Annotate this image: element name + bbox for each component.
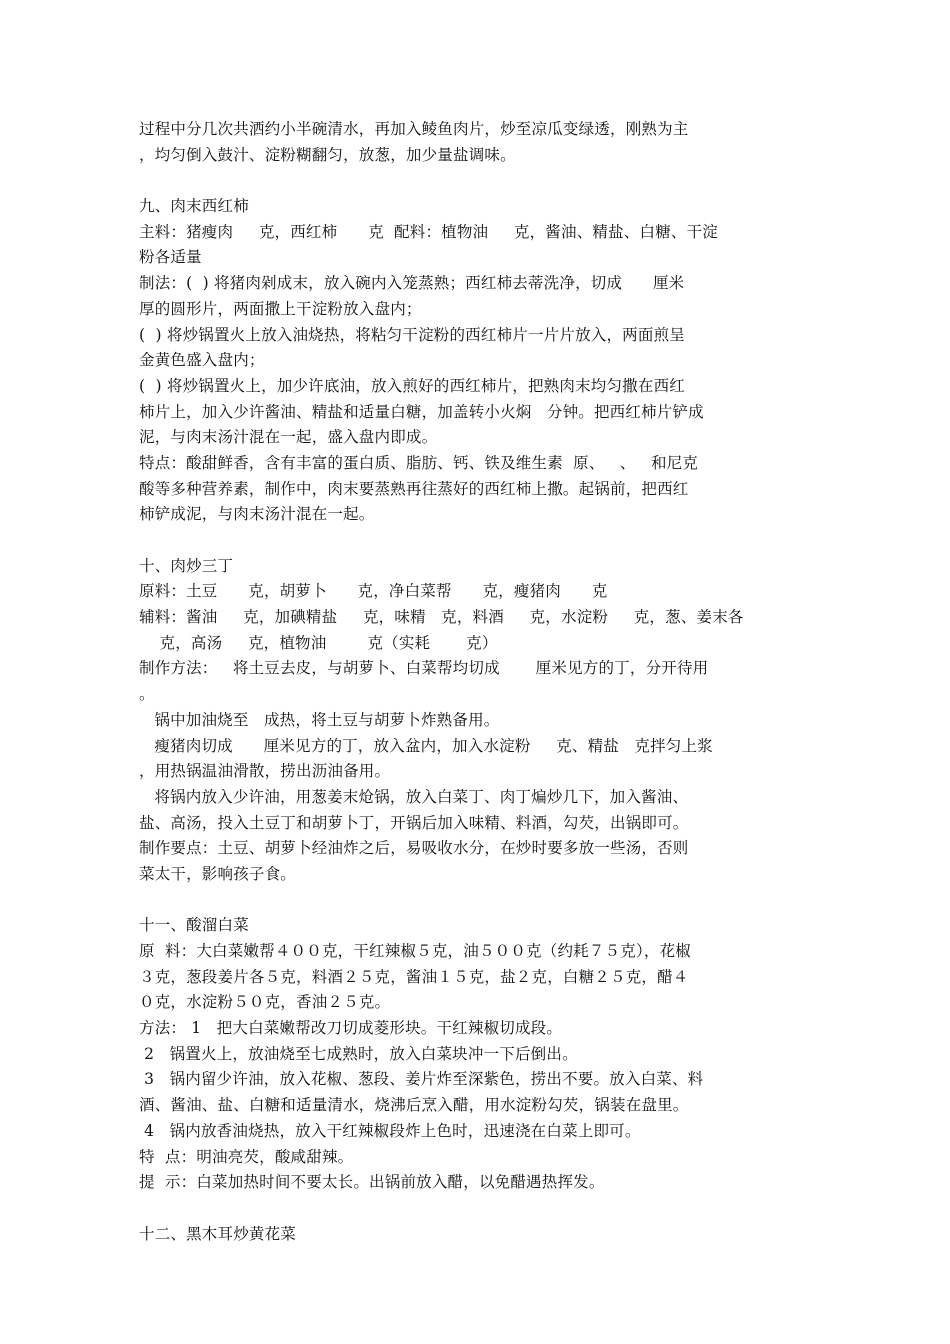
text-line: ( ) 将炒锅置火上，加少许底油，放入煎好的西红柿片，把熟肉末均匀撒在西红 <box>139 376 685 395</box>
text-line: 3 锅内留少许油，放入花椒、葱段、姜片炸至深紫色，捞出不要。放入白菜、料 <box>139 1070 704 1089</box>
text-line: 柿铲成泥，与肉末汤汁混在一起。 <box>139 505 375 524</box>
recipe-section-9 <box>139 194 819 528</box>
text-line: 主料：猪瘦肉 克，西红柿 克 配料：植物油 克，酱油、精盐、白糖、干淀 <box>139 222 718 241</box>
text-line: 锅中加油烧至 成热，将土豆与胡萝卜炸熟备用。 <box>139 710 500 729</box>
text-line: 柿片上，加入少许酱油、精盐和适量白糖，加盖转小火焖 分钟。把西红柿片铲成 <box>139 402 704 421</box>
text-line: ，均匀倒入鼓汁、淀粉糊翻匀，放葱，加少量盐调味。 <box>139 145 516 164</box>
text-line: 方法： 1 把大白菜嫩帮改刀切成菱形块。干红辣椒切成段。 <box>139 1019 563 1038</box>
section-heading: 九、肉末西红柿 <box>139 197 249 216</box>
text-line: 瘦猪肉切成 厘米见方的丁，放入盆内，加入水淀粉 克、精盐 克拌匀上浆 <box>139 736 713 755</box>
text-line: 特 点：明油亮芡，酸咸甜辣。 <box>139 1147 354 1166</box>
text-line: 辅料：酱油 克，加碘精盐 克，味精 克，料酒 克，水淀粉 克，葱、姜末各 <box>139 608 744 627</box>
text-line: 泥，与肉末汤汁混在一起，盛入盘内即成。 <box>139 428 438 447</box>
text-line: 厚的圆形片，两面撒上干淀粉放入盘内； <box>139 299 422 318</box>
text-line: 4 锅内放香油烧热，放入干红辣椒段炸上色时，迅速浇在白菜上即可。 <box>139 1121 641 1140</box>
text-line: ，用热锅温油滑散，捞出沥油备用。 <box>139 762 391 781</box>
section-heading: 十一、酸溜白菜 <box>139 916 249 935</box>
text-line: 过程中分几次共洒约小半碗清水，再加入鲮鱼肉片，炒至凉瓜变绿透，刚熟为主 <box>139 120 689 138</box>
text-line: 制作方法： 将土豆去皮，与胡萝卜、白菜帮均切成 厘米见方的丁，分开待用 <box>139 659 709 678</box>
text-line: ３克，葱段姜片各５克，料酒２５克，酱油１５克，盐２克，白糖２５克，醋４ <box>139 967 689 986</box>
text-line: 菜太干，影响孩子食。 <box>139 864 297 883</box>
recipe-section-12 <box>139 1222 819 1248</box>
text-line: 2 锅置火上，放油烧至七成熟时，放入白菜块冲一下后倒出。 <box>139 1044 578 1063</box>
text-line: 特点：酸甜鲜香，含有丰富的蛋白质、脂肪、钙、铁及维生素 原、 、 和尼克 <box>139 453 699 472</box>
text-line: 酸等多种营养素，制作中，肉末要蒸熟再往蒸好的西红柿上撒。起锅前，把西红 <box>139 479 689 498</box>
text-line: ( ) 将炒锅置火上放入油烧热，将粘匀干淀粉的西红柿片一片片放入，两面煎呈 <box>139 325 685 344</box>
text-line: 金黄色盛入盘内； <box>139 351 265 370</box>
spacer <box>139 888 819 914</box>
spacer <box>139 1196 819 1222</box>
spacer <box>139 528 819 554</box>
document-page <box>139 117 819 1247</box>
text-line: 将锅内放入少许油，用葱姜末炝锅，放入白菜丁、肉丁煸炒几下，加入酱油、 <box>139 787 689 806</box>
spacer <box>139 168 819 194</box>
text-line: 酒、酱油、盐、白糖和适量清水，烧沸后烹入醋，用水淀粉勾芡，锅装在盘里。 <box>139 1096 689 1115</box>
text-line: 。 <box>139 685 155 704</box>
text-line: 制作要点：土豆、胡萝卜经油炸之后，易吸收水分，在炒时要多放一些汤，否则 <box>139 839 689 858</box>
text-line: 原 料：大白菜嫩帮４００克，干红辣椒５克，油５００克（约耗７５克），花椒 <box>139 942 692 960</box>
text-line: 粉各适量 <box>139 248 202 267</box>
text-line: ０克，水淀粉５０克，香油２５克。 <box>139 993 391 1012</box>
section-heading: 十、肉炒三丁 <box>139 556 234 575</box>
intro-paragraph <box>139 117 819 168</box>
text-line: 制法：( ) 将猪肉剁成末，放入碗内入笼蒸熟；西红柿去蒂洗净，切成 厘米 <box>139 274 685 293</box>
text-line: 盐、高汤，投入土豆丁和胡萝卜丁，开锅后加入味精、料酒，勾芡，出锅即可。 <box>139 813 689 832</box>
recipe-section-10 <box>139 554 819 888</box>
text-line: 提 示：白菜加热时间不要太长。出锅前放入醋，以免醋遇热挥发。 <box>139 1173 605 1192</box>
text-line: 克，高汤 克，植物油 克（实耗 克） <box>139 633 498 652</box>
text-line: 原料：土豆 克，胡萝卜 克，净白菜帮 克，瘦猪肉 克 <box>139 582 608 601</box>
recipe-section-11 <box>139 913 819 1196</box>
section-heading: 十二、黑木耳炒黄花菜 <box>139 1224 297 1243</box>
